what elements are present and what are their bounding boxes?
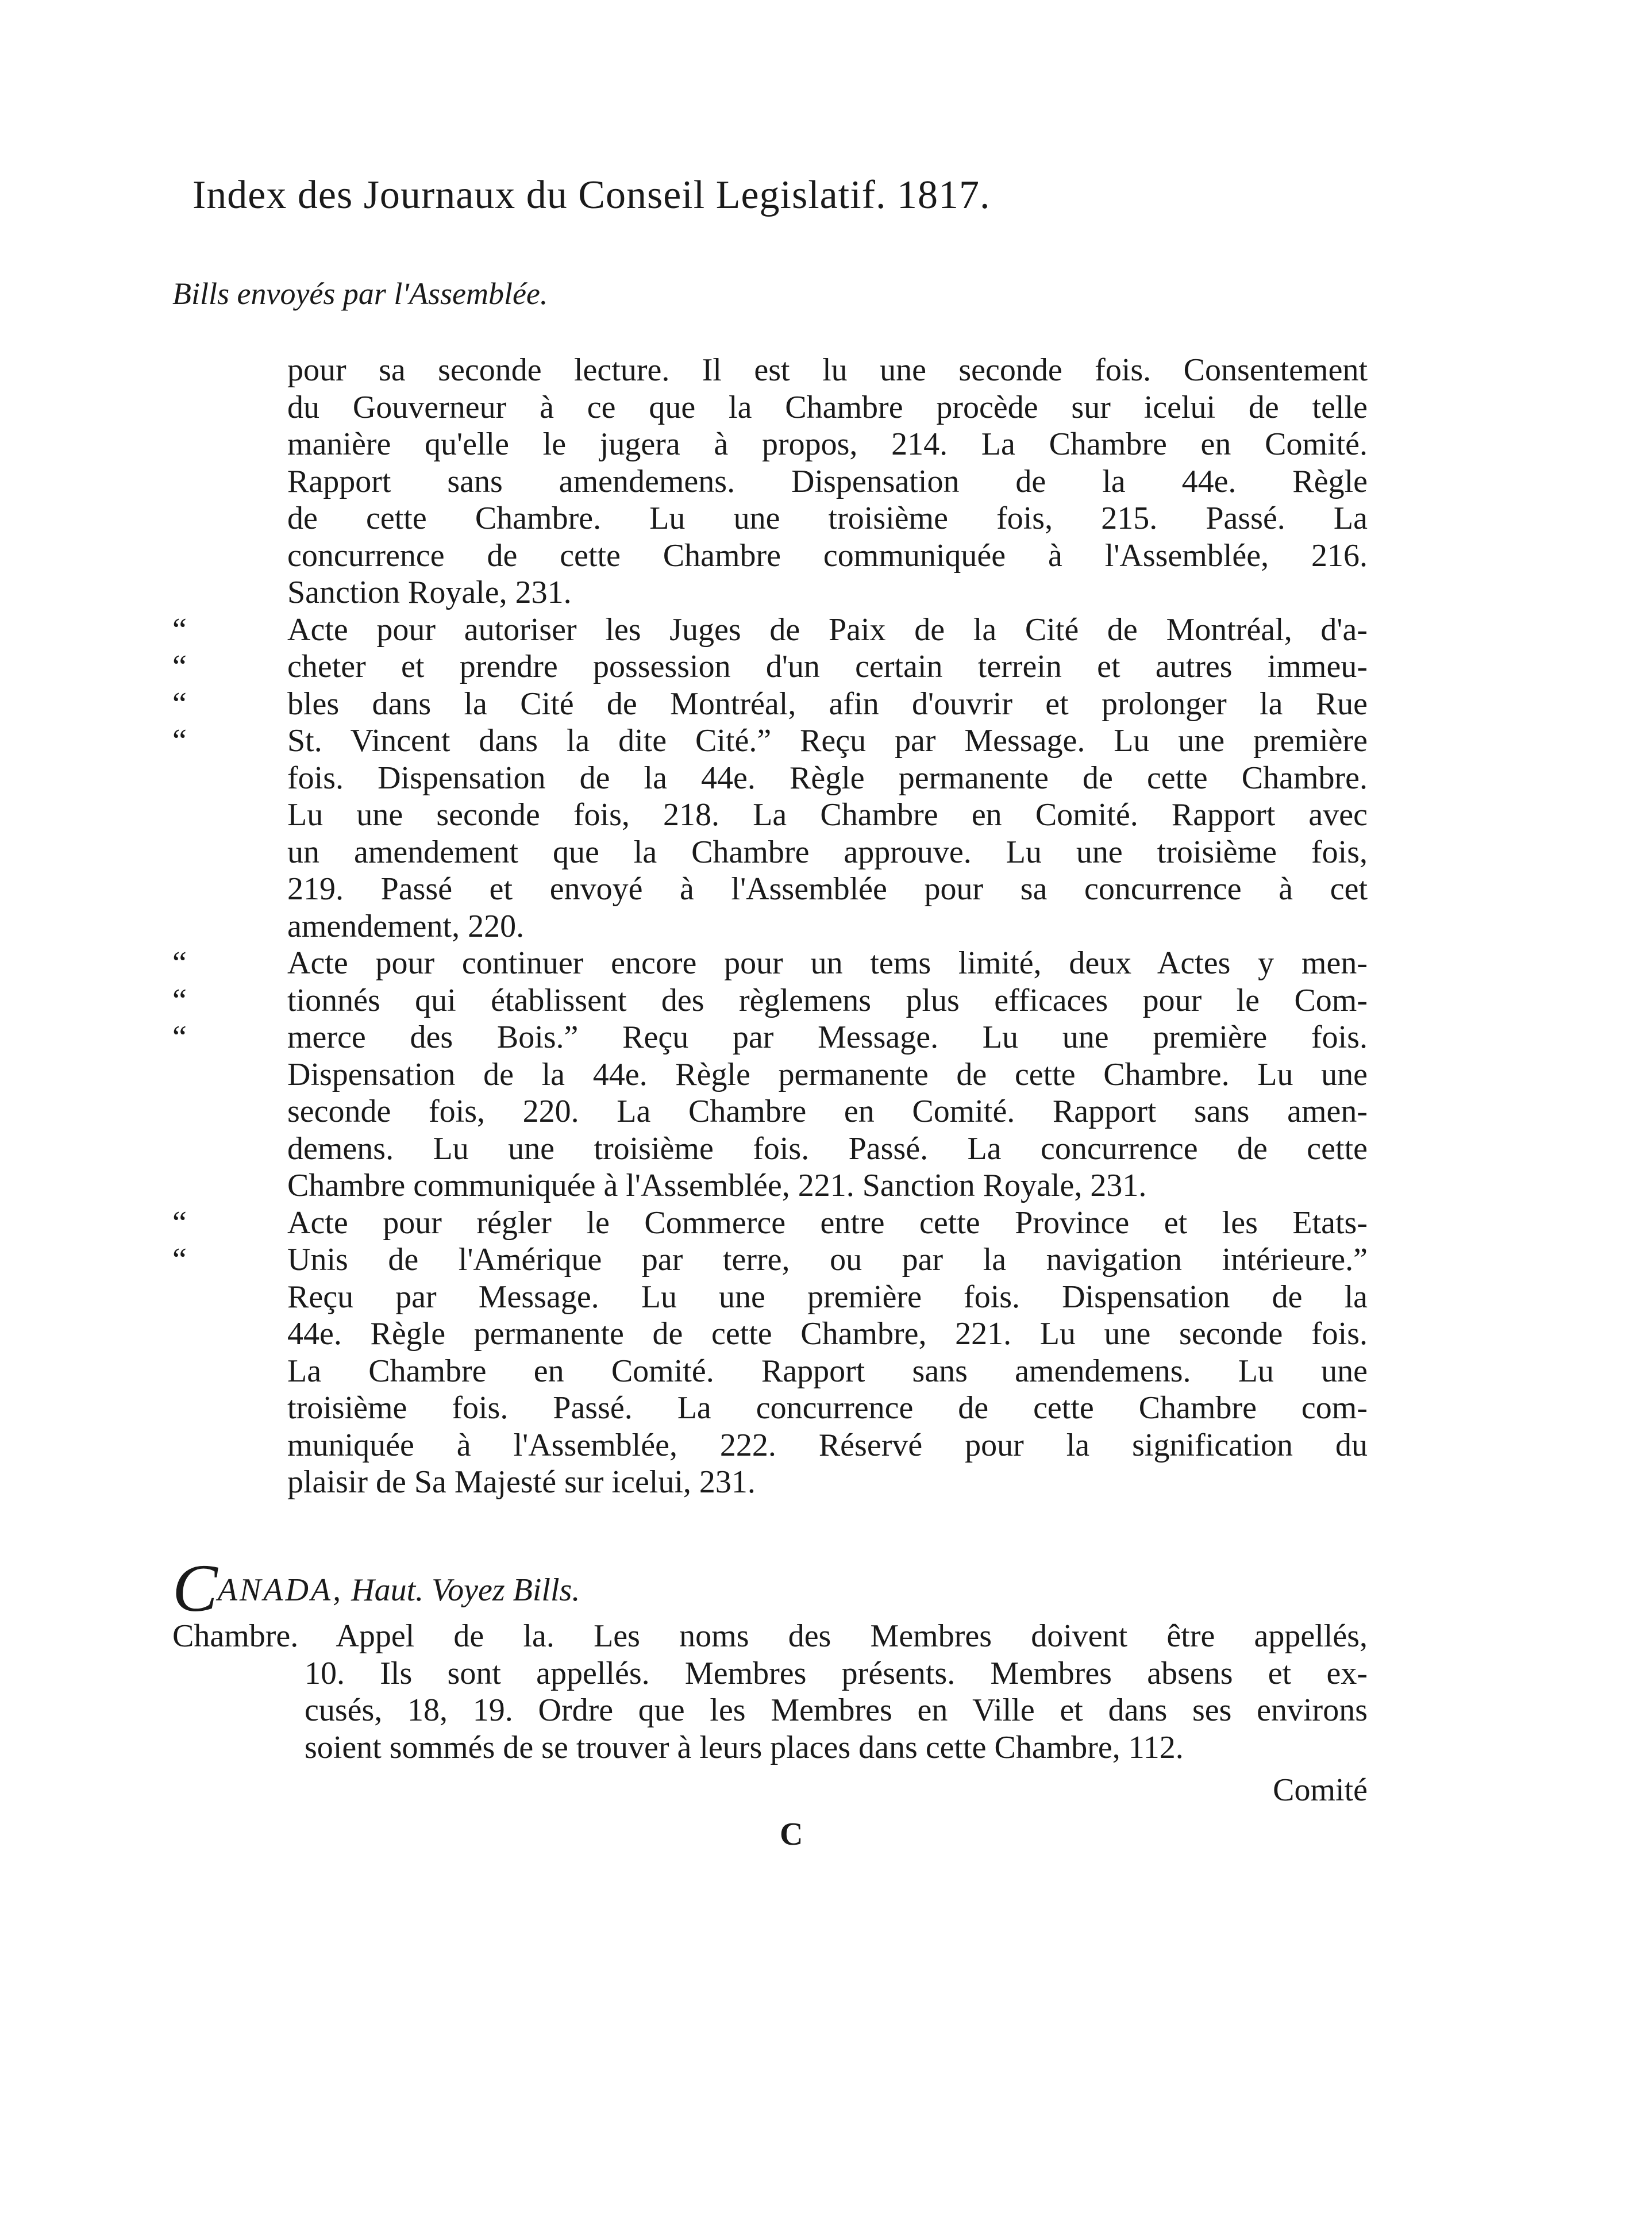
entry-line-text: Rapport sans amendemens. Dispensation de la 44e. Règle	[287, 463, 1368, 499]
entry-line	[172, 908, 1368, 945]
entry-line-text: de cette Chambre. Lu une troisième fois, 215. Passé. La	[287, 501, 1368, 536]
entry-line	[172, 945, 1368, 982]
continuation-quote: “	[172, 723, 187, 759]
entry-line	[172, 982, 1368, 1019]
entry-line-text: Reçu par Message. Lu une première fois. Dispensation de la	[287, 1279, 1368, 1315]
continuation-quote: “	[172, 1205, 187, 1241]
entry-line-text: concurrence de cette Chambre communiquée à l'Assemblée, 216.	[287, 537, 1368, 574]
entry-line	[172, 426, 1368, 463]
entry-line	[172, 1205, 1368, 1242]
entry-line	[172, 1315, 1368, 1353]
catchword: Comité	[1273, 1772, 1368, 1808]
entry-line-text: troisième fois. Passé. La concurrence de cette Chambre com-	[287, 1390, 1368, 1426]
entry-line	[172, 796, 1368, 834]
entry-line-text: amendement, 220.	[287, 908, 525, 944]
entry-line-text: pour sa seconde lecture. Il est lu une seconde fois. Consentement	[287, 352, 1368, 388]
entry-line-text: tionnés qui établissent des règlemens plus efficaces pour le Com-	[287, 982, 1368, 1018]
index-entry	[172, 352, 1368, 611]
entry-line	[172, 389, 1368, 426]
entry-line-text: Acte pour autoriser les Juges de Paix de la Cité de Montréal, d'a-	[287, 611, 1368, 648]
entry-line	[172, 1390, 1368, 1427]
entry-line	[172, 1019, 1368, 1056]
entry-line	[172, 611, 1368, 649]
continuation-quote: “	[172, 686, 187, 722]
continuation-quote: “	[172, 1019, 187, 1055]
entry-line	[172, 352, 1368, 389]
entry-line-text: 44e. Règle permanente de cette Chambre, 221. Lu une seconde fois.	[287, 1316, 1368, 1352]
entry-line	[172, 1093, 1368, 1130]
index-entry	[172, 611, 1368, 945]
entry-line-text: Sanction Royale, 231.	[287, 575, 572, 610]
entry-line	[172, 760, 1368, 797]
entry-line-text: Chambre communiquée à l'Assemblée, 221. Sanction Royale, 231.	[287, 1168, 1147, 1203]
entry-line	[172, 1167, 1368, 1205]
entry-line-text: un amendement que la Chambre approuve. Lu une troisième fois,	[287, 834, 1368, 870]
entry-line-text: St. Vincent dans la dite Cité.” Reçu par Message. Lu une première	[287, 723, 1368, 759]
continuation-quote: “	[172, 649, 187, 684]
entry-line-text: Lu une seconde fois, 218. La Chambre en Comité. Rapport avec	[287, 797, 1368, 833]
entry-line-text: fois. Dispensation de la 44e. Règle permanente de cette Chambre.	[287, 760, 1368, 796]
entry-line	[172, 1464, 1368, 1501]
entry-line-text: La Chambre en Comité. Rapport sans amendemens. Lu une	[287, 1353, 1368, 1389]
chambre-line	[172, 1729, 1368, 1767]
entry-line	[172, 574, 1368, 611]
entry-line	[172, 500, 1368, 537]
chambre-line-text: 10. Ils sont appellés. Membres présents. Membres absens et ex-	[305, 1655, 1368, 1691]
drop-cap-letter: C	[172, 1550, 218, 1626]
entry-line	[172, 686, 1368, 723]
entry-line	[172, 1279, 1368, 1316]
continuation-quote: “	[172, 982, 187, 1018]
page-title: Index des Journaux du Conseil Legislatif. 1817.	[192, 173, 991, 217]
entry-line-text: Unis de l'Amérique par terre, ou par la navigation intérieure.”	[287, 1242, 1368, 1277]
entry-line-text: du Gouverneur à ce que la Chambre procède sur icelui de telle	[287, 389, 1368, 425]
entry-line	[172, 1056, 1368, 1094]
entry-line	[172, 1427, 1368, 1464]
continuation-quote: “	[172, 611, 187, 648]
section-label: Bills envoyés par l'Assemblée.	[172, 276, 548, 311]
entry-line-text: seconde fois, 220. La Chambre en Comité. Rapport sans amen-	[287, 1094, 1368, 1129]
entry-line	[172, 722, 1368, 760]
chambre-line	[172, 1618, 1368, 1655]
entry-line-text: Acte pour continuer encore pour un tems limité, deux Actes y men-	[287, 945, 1368, 981]
entry-line-text: manière qu'elle le jugera à propos, 214. La Chambre en Comité.	[287, 426, 1368, 462]
chambre-line-text: soient sommés de se trouver à leurs places dans cette Chambre, 112.	[305, 1729, 1184, 1765]
canada-cross-reference: Haut. Voyez Bills.	[351, 1572, 580, 1608]
entry-line	[172, 537, 1368, 575]
entry-line-text: 219. Passé et envoyé à l'Assemblée pour sa concurrence à cet	[287, 871, 1368, 907]
entry-line-text: plaisir de Sa Majesté sur icelui, 231.	[287, 1464, 756, 1500]
entry-line-text: demens. Lu une troisième fois. Passé. La concurrence de cette	[287, 1130, 1368, 1167]
entry-line	[172, 1353, 1368, 1390]
canada-heading	[172, 1550, 580, 1626]
chambre-line	[172, 1655, 1368, 1692]
entry-line	[172, 871, 1368, 908]
signature-mark: C	[780, 1817, 803, 1852]
entry-line-text: muniquée à l'Assemblée, 222. Réservé pour la signification du	[287, 1427, 1368, 1463]
entry-line-text: merce des Bois.” Reçu par Message. Lu une première fois.	[287, 1019, 1368, 1055]
chambre-line-text: Chambre. Appel de la. Les noms des Membres doivent être appellés,	[172, 1618, 1368, 1654]
entry-line	[172, 463, 1368, 501]
index-entry	[172, 945, 1368, 1205]
entry-line-text: bles dans la Cité de Montréal, afin d'ouvrir et prolonger la Rue	[287, 686, 1368, 722]
entry-line-text: cheter et prendre possession d'un certain terrein et autres immeu-	[287, 649, 1368, 684]
continuation-quote: “	[172, 945, 187, 981]
index-entry	[172, 1205, 1368, 1501]
entry-line	[172, 834, 1368, 871]
chambre-entry	[172, 1618, 1368, 1766]
canada-word: ANADA,	[217, 1572, 344, 1608]
entry-line	[172, 648, 1368, 686]
entry-line	[172, 1130, 1368, 1168]
entry-line	[172, 1241, 1368, 1279]
chambre-line-text: cusés, 18, 19. Ordre que les Membres en Ville et dans ses environs	[305, 1692, 1368, 1728]
chambre-line	[172, 1692, 1368, 1729]
entry-line-text: Dispensation de la 44e. Règle permanente de cette Chambre. Lu une	[287, 1056, 1368, 1092]
continuation-quote: “	[172, 1242, 187, 1277]
entry-line-text: Acte pour régler le Commerce entre cette Province et les Etats-	[287, 1205, 1368, 1241]
